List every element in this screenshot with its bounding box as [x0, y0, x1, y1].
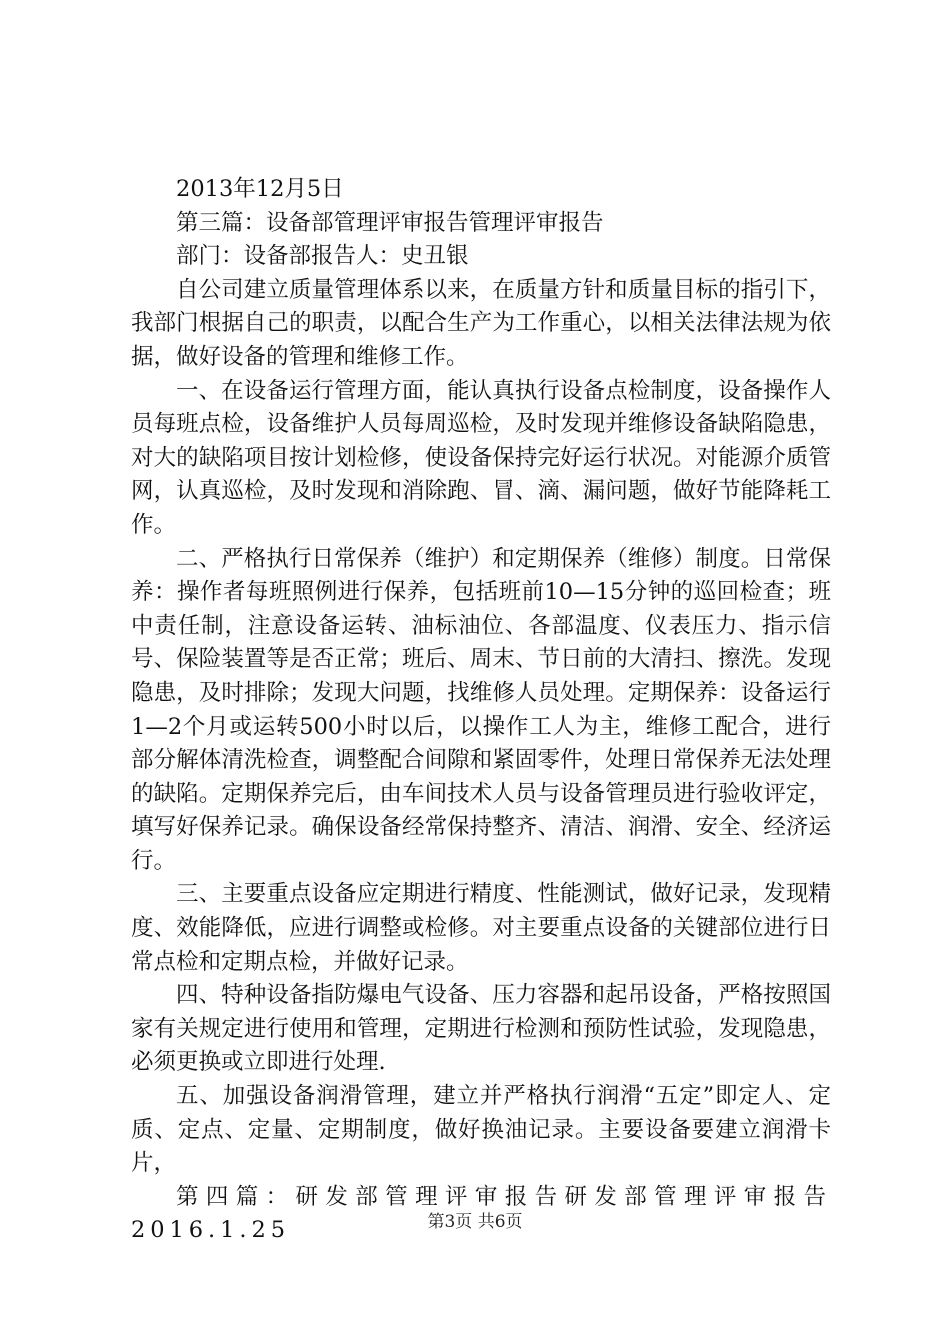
section-title: 第三篇：设备部管理评审报告管理评审报告: [176, 209, 604, 236]
department-reporter-line: 部门：设备部报告人：史丑银: [176, 243, 469, 270]
next-section-title: 第四篇：研发部管理评审报告研发部管理评审报告2016.1.25: [131, 1183, 831, 1244]
paragraph-item-2: 二、严格执行日常保养（维护）和定期保养（维修）制度。日常保养：操作者每班照例进行保养，包括班前10—15分钟的巡回检查；班中责任制，注意设备运转、油标油位、各部温度、仪表压力、指示信号、保险装置等是否正常；班后、周末、节日前的大清扫、擦洗。发现隐患，及时排除；发现大问题，找维修人员处理。定期保养：设备运行1—2个月或运转500小时以后，以操作工人为主，维修工配合，进行部分解体清洗检查，调整配合间隙和紧固零件，处理日常保养无法处理的缺陷。定期保养完后，由车间技术人员与设备管理员进行验收评定，填写好保养记录。确保设备经常保持整齐、清洁、润滑、安全、经济运行。: [131, 545, 831, 874]
intro-paragraph: 自公司建立质量管理体系以来，在质量方针和质量目标的指引下，我部门根据自己的职责，以配合生产为工作重心，以相关法律法规为依据，做好设备的管理和维修工作。: [131, 276, 831, 370]
page-footer: [0, 1210, 950, 1234]
report-date: 2013年12月5日: [176, 176, 344, 202]
paragraph-item-4: 四、特种设备指防爆电气设备、压力容器和起吊设备，严格按照国家有关规定进行使用和管理，定期进行检测和预防性试验，发现隐患，必须更换或立即进行处理.: [131, 982, 831, 1076]
page-indicator: 第3页 共6页: [427, 1212, 523, 1232]
paragraph-item-1: 一、在设备运行管理方面，能认真执行设备点检制度，设备操作人员每班点检，设备维护人员每周巡检，及时发现并维修设备缺陷隐患，对大的缺陷项目按计划检修，使设备保持完好运行状况。对能源介质管网，认真巡检，及时发现和消除跑、冒、滴、漏问题，做好节能降耗工作。: [131, 377, 831, 538]
document-body: [131, 173, 831, 1248]
paragraph-item-3: 三、主要重点设备应定期进行精度、性能测试，做好记录，发现精度、效能降低，应进行调整或检修。对主要重点设备的关键部位进行日常点检和定期点检，并做好记录。: [131, 881, 831, 975]
paragraph-item-5: 五、加强设备润滑管理，建立并严格执行润滑“五定”即定人、定质、定点、定量、定期制度，做好换油记录。主要设备要建立润滑卡片，: [131, 1083, 831, 1177]
